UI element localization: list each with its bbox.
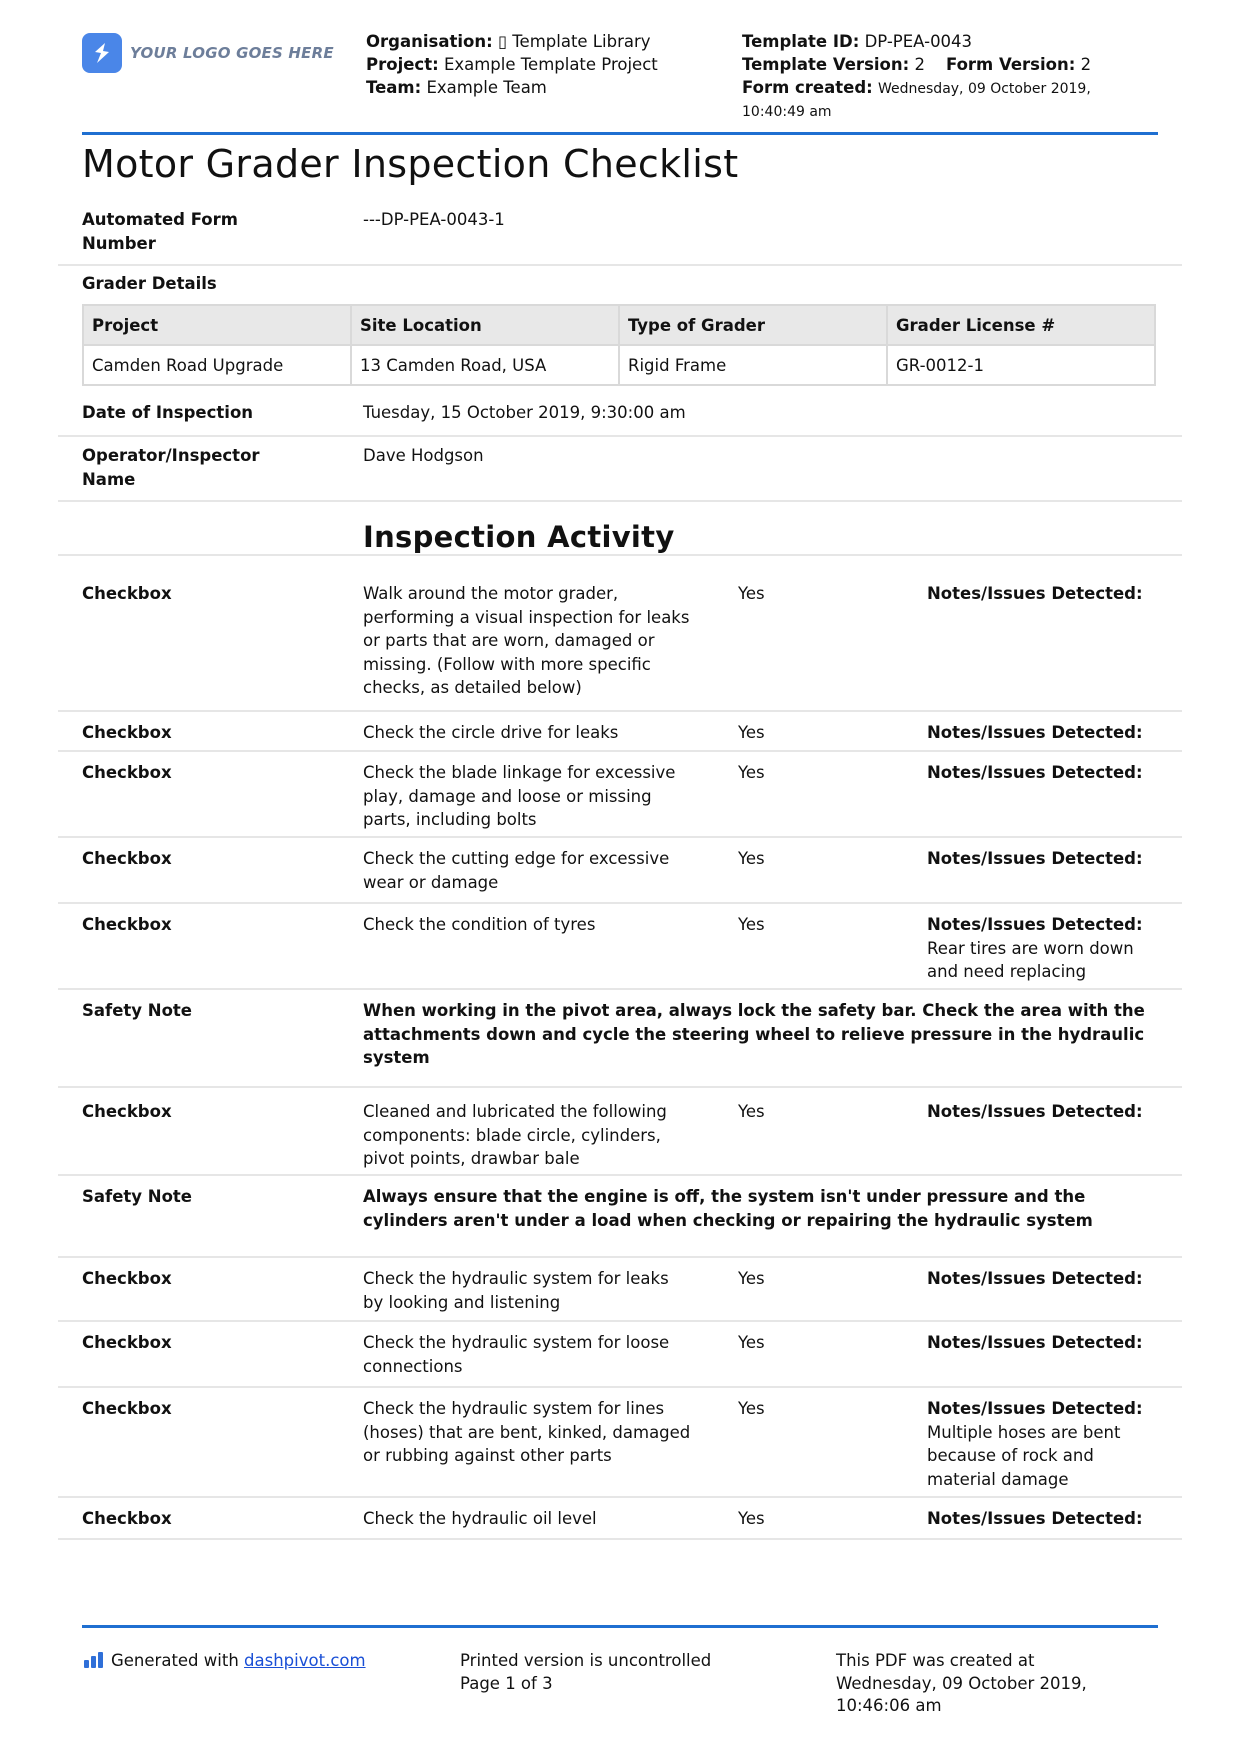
item-description: Check the blade linkage for excessive play, damage and loose or missing parts, including bolts — [363, 763, 676, 829]
item-notes[interactable] — [927, 847, 1167, 871]
date-of-inspection-label: Date of Inspection — [82, 403, 254, 422]
header-template-info — [742, 30, 1091, 124]
project-label: Project: — [366, 55, 439, 74]
item-description: Check the hydraulic system for leaks by looking and listening — [363, 1269, 669, 1312]
item-type-label: Checkbox — [82, 849, 172, 868]
item-description: Check the condition of tyres — [363, 915, 596, 934]
item-notes[interactable] — [927, 1397, 1167, 1491]
footer-generated — [84, 1650, 366, 1673]
team-label: Team: — [366, 78, 422, 97]
notes-value: Rear tires are worn down and need replacing — [927, 938, 1134, 981]
notes-label: Notes/Issues Detected: — [927, 915, 1143, 934]
item-type-label: Checkbox — [82, 1509, 172, 1528]
form-number-label: Automated Form Number — [82, 210, 238, 253]
item-type-label: Checkbox — [82, 584, 172, 603]
item-description: Check the circle drive for leaks — [363, 723, 619, 742]
notes-value: Multiple hoses are bent because of rock and material damage — [927, 1422, 1121, 1489]
header-org-info — [366, 30, 658, 99]
item-answer[interactable]: Yes — [738, 849, 765, 868]
grader-col-license: Grader License # — [887, 305, 1155, 345]
logo-icon — [82, 33, 122, 73]
template-id-value: DP-PEA-0043 — [864, 32, 973, 51]
item-type-label: Checkbox — [82, 915, 172, 934]
item-notes[interactable] — [927, 582, 1167, 606]
item-answer[interactable]: Yes — [738, 763, 765, 782]
grader-col-type: Type of Grader — [619, 305, 887, 345]
item-description: Check the hydraulic oil level — [363, 1509, 597, 1528]
item-description: Check the hydraulic system for loose connections — [363, 1333, 670, 1376]
grader-type-value: Rigid Frame — [619, 345, 887, 385]
item-description: Check the cutting edge for excessive wear or damage — [363, 849, 670, 892]
grader-col-site: Site Location — [351, 305, 619, 345]
page-title: Motor Grader Inspection Checklist — [82, 142, 739, 186]
checklist-item — [58, 1258, 1182, 1322]
operator-label: Operator/Inspector Name — [82, 446, 260, 489]
item-description: Walk around the motor grader, performing a visual inspection for leaks or parts that are worn, damaged or missing. (Follow with more specific checks, as detailed below) — [363, 584, 690, 697]
notes-label: Notes/Issues Detected: — [927, 584, 1143, 603]
inspection-activity-heading: Inspection Activity — [363, 520, 675, 554]
organisation-value: ▯ Template Library — [497, 32, 651, 51]
item-type-label: Checkbox — [82, 723, 172, 742]
item-answer[interactable]: Yes — [738, 1269, 765, 1288]
template-id-label: Template ID: — [742, 32, 860, 51]
created-line-2: Wednesday, 09 October 2019, — [836, 1673, 1087, 1693]
safety-note-label: Safety Note — [82, 1187, 192, 1206]
logo-text: YOUR LOGO GOES HERE — [130, 44, 334, 62]
notes-label: Notes/Issues Detected: — [927, 763, 1143, 782]
header-divider — [82, 132, 1158, 135]
organisation-label: Organisation: — [366, 32, 493, 51]
checklist-item — [58, 1388, 1182, 1498]
form-version-value: 2 — [1080, 55, 1092, 74]
grader-col-project: Project — [83, 305, 351, 345]
dashpivot-link[interactable]: dashpivot.com — [244, 1651, 366, 1670]
item-answer[interactable]: Yes — [738, 723, 765, 742]
safety-note — [58, 1176, 1182, 1258]
company-logo — [82, 33, 334, 73]
checklist-item — [58, 1088, 1182, 1176]
form-created-value: Wednesday, 09 October 2019, — [878, 81, 1091, 97]
date-of-inspection-value: Tuesday, 15 October 2019, 9:30:00 am — [363, 403, 686, 422]
operator-value: Dave Hodgson — [363, 446, 484, 465]
item-notes[interactable] — [927, 1267, 1167, 1291]
item-type-label: Checkbox — [82, 1399, 172, 1418]
project-value: Example Template Project — [443, 55, 658, 74]
notes-label: Notes/Issues Detected: — [927, 1269, 1143, 1288]
item-notes[interactable] — [927, 761, 1167, 785]
generated-prefix: Generated with — [111, 1651, 239, 1670]
footer-divider — [82, 1625, 1158, 1628]
safety-note-label: Safety Note — [82, 1001, 192, 1020]
footer-created-at — [836, 1650, 1087, 1718]
item-answer[interactable]: Yes — [738, 584, 765, 603]
grader-license-value: GR-0012-1 — [887, 345, 1155, 385]
created-line-1: This PDF was created at — [836, 1651, 1035, 1670]
team-value: Example Team — [426, 78, 547, 97]
item-type-label: Checkbox — [82, 763, 172, 782]
item-type-label: Checkbox — [82, 1269, 172, 1288]
form-number-value: ---DP-PEA-0043-1 — [363, 210, 505, 229]
item-description: Check the hydraulic system for lines (hoses) that are bent, kinked, damaged or rubbing against other parts — [363, 1399, 691, 1465]
item-answer[interactable]: Yes — [738, 915, 765, 934]
item-answer[interactable]: Yes — [738, 1333, 765, 1352]
notes-label: Notes/Issues Detected: — [927, 1509, 1143, 1528]
template-version-label: Template Version: — [742, 55, 910, 74]
footer-page-info — [460, 1650, 711, 1695]
grader-details-header-row — [83, 305, 1155, 345]
safety-note-text: When working in the pivot area, always lock the safety bar. Check the area with the attachments down and cycle the steering wheel to relieve pressure in the hydraulic system — [363, 1001, 1145, 1067]
checklist-item — [58, 752, 1182, 838]
item-answer[interactable]: Yes — [738, 1399, 765, 1418]
grader-details-label: Grader Details — [82, 274, 217, 293]
created-line-3: 10:46:06 am — [836, 1696, 942, 1715]
safety-note-text: Always ensure that the engine is off, the system isn't under pressure and the cylinders aren't under a load when checking or repairing the hydraulic system — [363, 1187, 1093, 1230]
uncontrolled-notice: Printed version is uncontrolled — [460, 1651, 712, 1670]
form-version-label: Form Version: — [945, 55, 1076, 74]
checklist-item — [58, 1322, 1182, 1388]
item-notes[interactable] — [927, 1507, 1167, 1531]
checklist-item — [58, 556, 1182, 712]
grader-details-value-row — [83, 345, 1155, 385]
item-description: Cleaned and lubricated the following components: blade circle, cylinders, pivot points, drawbar bale — [363, 1102, 667, 1168]
notes-label: Notes/Issues Detected: — [927, 1399, 1143, 1418]
form-created-label: Form created: — [742, 78, 873, 97]
template-version-value: 2 — [914, 55, 925, 74]
item-notes[interactable] — [927, 1331, 1167, 1355]
dashpivot-bars-icon — [84, 1652, 103, 1668]
form-created-time: 10:40:49 am — [742, 104, 832, 120]
checklist-item — [58, 1498, 1182, 1540]
notes-label: Notes/Issues Detected: — [927, 849, 1143, 868]
operator-row — [58, 437, 1182, 502]
page-number: Page 1 of 3 — [460, 1673, 553, 1693]
item-notes[interactable] — [927, 721, 1167, 745]
item-notes[interactable] — [927, 913, 1167, 984]
checklist-item — [58, 904, 1182, 990]
notes-label: Notes/Issues Detected: — [927, 1333, 1143, 1352]
item-answer[interactable]: Yes — [738, 1102, 765, 1121]
notes-label: Notes/Issues Detected: — [927, 1102, 1143, 1121]
grader-details-table — [82, 304, 1156, 386]
grader-project-value: Camden Road Upgrade — [83, 345, 351, 385]
item-notes[interactable] — [927, 1100, 1167, 1124]
item-type-label: Checkbox — [82, 1333, 172, 1352]
form-number-row — [58, 202, 1182, 266]
item-type-label: Checkbox — [82, 1102, 172, 1121]
item-answer[interactable]: Yes — [738, 1509, 765, 1528]
grader-site-value: 13 Camden Road, USA — [351, 345, 619, 385]
date-of-inspection-row — [58, 390, 1182, 437]
checklist-item — [58, 838, 1182, 904]
checklist-item — [58, 712, 1182, 752]
notes-label: Notes/Issues Detected: — [927, 723, 1143, 742]
safety-note — [58, 990, 1182, 1088]
